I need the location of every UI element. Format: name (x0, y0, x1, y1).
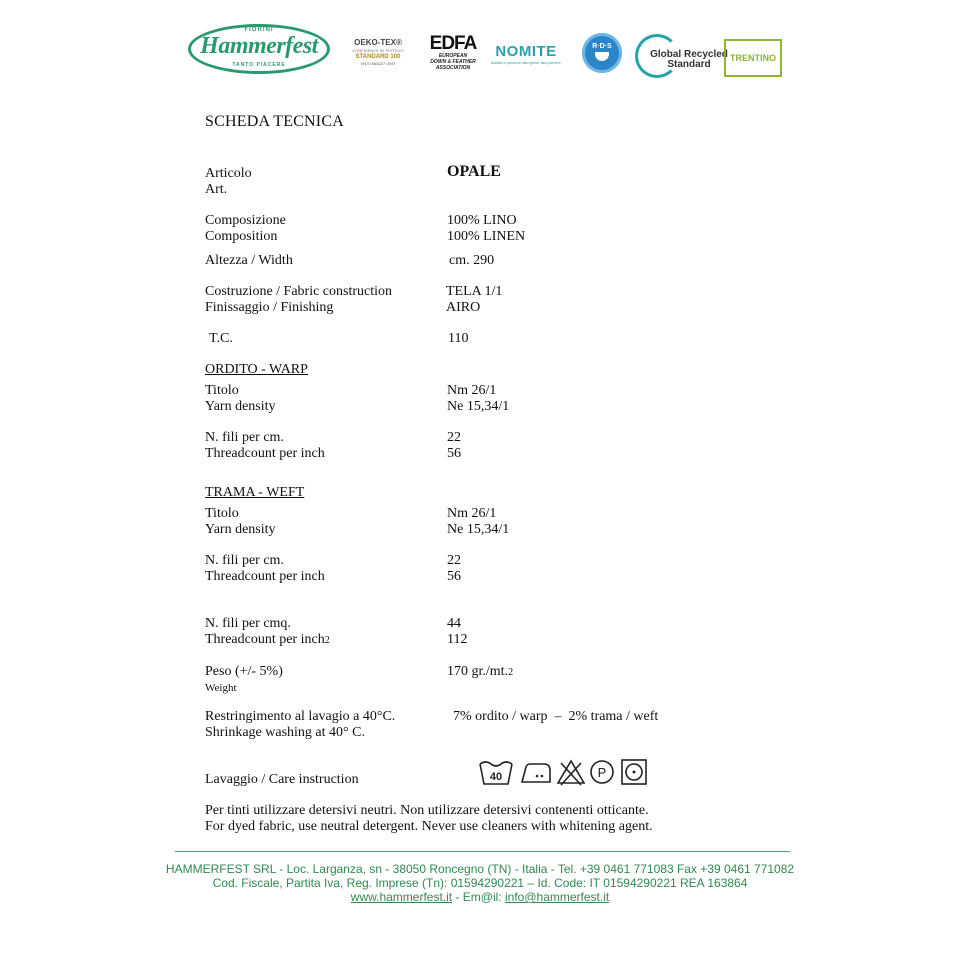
nomite-tagline: adatto a persone allergiche alla polvere (491, 60, 561, 65)
wash-temperature: 40 (489, 771, 503, 783)
total-threadcount-value: 112 (447, 632, 468, 647)
shrinkage-value: 7% ordito / warp – 2% trama / weft (453, 709, 659, 724)
warp-threadcount-value: 56 (447, 446, 461, 461)
edfa-line-1: EUROPEAN (438, 53, 468, 59)
iron-icon (520, 758, 552, 786)
oeko-tex-title: OEKO-TEX® (354, 38, 402, 47)
finishing-value: AIRO (446, 300, 481, 315)
oeko-tex-standard: STANDARD 100 (355, 54, 401, 60)
total-threadcount-superscript: 2 (324, 635, 330, 646)
warp-fili-value: 22 (447, 430, 461, 445)
nomite-mark: NOMITE (495, 43, 557, 60)
tc-label: T.C. (209, 331, 233, 346)
page-title: SCHEDA TECNICA (205, 113, 344, 130)
rds-duck-icon (595, 52, 609, 61)
weft-titolo-label: Titolo (205, 506, 239, 521)
oeko-tex-code: VN70 565227 OeTI (360, 61, 396, 66)
warp-titolo-value: Nm 26/1 (447, 383, 497, 398)
total-fili-value: 44 (447, 616, 461, 631)
article-value: OPALE (447, 163, 501, 180)
rds-logo (582, 33, 622, 73)
footer-fiscal: Cod. Fiscale, Partita Iva, Reg. Imprese (Tn): 01594290221 – Id. Code: IT 01594290221 REA 163864 (212, 876, 748, 890)
shrinkage-label-en: Shrinkage washing at 40° C. (205, 725, 365, 740)
footer-contacts (0, 890, 960, 904)
dry-clean-p-icon (588, 758, 616, 786)
edfa-line-2: DOWN & FEATHER (430, 59, 476, 65)
weft-yarn-value: Ne 15,34/1 (447, 522, 510, 537)
construction-label: Costruzione / Fabric construction (205, 284, 393, 299)
composition-value-en: 100% LINEN (447, 229, 526, 244)
article-label-en: Art. (205, 182, 228, 197)
note-en: For dyed fabric, use neutral detergent. Never use cleaners with whitening agent. (205, 819, 653, 834)
wash-40-icon (478, 758, 514, 786)
email-label: - Em@il: (452, 890, 505, 904)
warp-yarn-label: Yarn density (205, 399, 276, 414)
weft-yarn-label: Yarn density (205, 522, 276, 537)
construction-value: TELA 1/1 (446, 284, 503, 299)
hammerfest-logo-tagline: TANTO PIACERE (232, 62, 286, 68)
hammerfest-logo-name: Hammerfest (200, 33, 318, 59)
weft-fili-label: N. fili per cm. (205, 553, 284, 568)
email-link[interactable]: info@hammerfest.it (505, 890, 610, 904)
width-label: Altezza / Width (205, 253, 293, 268)
weight-value-superscript: 2 (508, 667, 514, 678)
rds-mark: R·D·S (592, 43, 612, 50)
warp-yarn-value: Ne 15,34/1 (447, 399, 510, 414)
warp-heading: ORDITO - WARP (205, 362, 308, 377)
footer-divider (175, 851, 790, 852)
total-fili-label: N. fili per cmq. (205, 616, 291, 631)
nomite-logo (490, 44, 562, 68)
composition-value-it: 100% LINO (447, 213, 517, 228)
logo-bar (0, 0, 960, 100)
edfa-logo (428, 34, 478, 74)
tumble-dry-icon (620, 758, 648, 786)
hammerfest-logo (188, 24, 330, 74)
weft-threadcount-value: 56 (447, 569, 461, 584)
width-value: cm. 290 (449, 253, 495, 268)
grs-mark: Global Recycled Standard (650, 49, 728, 70)
weight-label-en: Weight (205, 682, 237, 694)
total-threadcount-label (205, 632, 330, 649)
total-threadcount-label-text: Threadcount per inch (205, 632, 325, 647)
warp-fili-label: N. fili per cm. (205, 430, 284, 445)
grs-logo (635, 34, 728, 78)
care-label: Lavaggio / Care instruction (205, 772, 359, 787)
weight-label-it: Peso (+/- 5%) (205, 664, 283, 679)
weft-fili-value: 22 (447, 553, 461, 568)
note-it: Per tinti utilizzare detersivi neutri. Non utilizzare detersivi contenenti otticante. (205, 803, 649, 818)
weight-value-text: 170 gr./mt. (447, 664, 509, 679)
footer-address: HAMMERFEST SRL - Loc. Larganza, sn - 38050 Roncegno (TN) - Italia - Tel. +39 0461 771083 Fax +39 0461 771082 (165, 862, 795, 876)
website-link[interactable]: www.hammerfest.it (350, 890, 453, 904)
oeko-tex-logo (345, 38, 411, 76)
warp-threadcount-label: Threadcount per inch (205, 446, 325, 461)
dry-clean-letter: P (597, 765, 607, 780)
edfa-line-3: ASSOCIATION (435, 65, 471, 71)
warp-titolo-label: Titolo (205, 383, 239, 398)
care-symbols (478, 758, 648, 786)
edfa-mark: EDFA (429, 33, 477, 54)
article-label-it: Articolo (205, 166, 252, 181)
composition-label-en: Composition (205, 229, 278, 244)
composition-label-it: Composizione (205, 213, 286, 228)
shrinkage-label-it: Restringimento al lavagio a 40°C. (205, 709, 396, 724)
weight-value (447, 664, 513, 681)
trentino-logo: TRENTINO (724, 39, 782, 77)
no-bleach-icon (556, 758, 586, 786)
tc-value: 110 (448, 331, 469, 346)
weft-titolo-value: Nm 26/1 (447, 506, 497, 521)
weft-threadcount-label: Threadcount per inch (205, 569, 325, 584)
hammerfest-logo-top: FIORINI (244, 27, 274, 33)
oeko-tex-subtitle: CONFIDENCE IN TEXTILES (352, 48, 404, 53)
weft-heading: TRAMA - WEFT (205, 485, 305, 500)
finishing-label: Finissaggio / Finishing (205, 300, 334, 315)
